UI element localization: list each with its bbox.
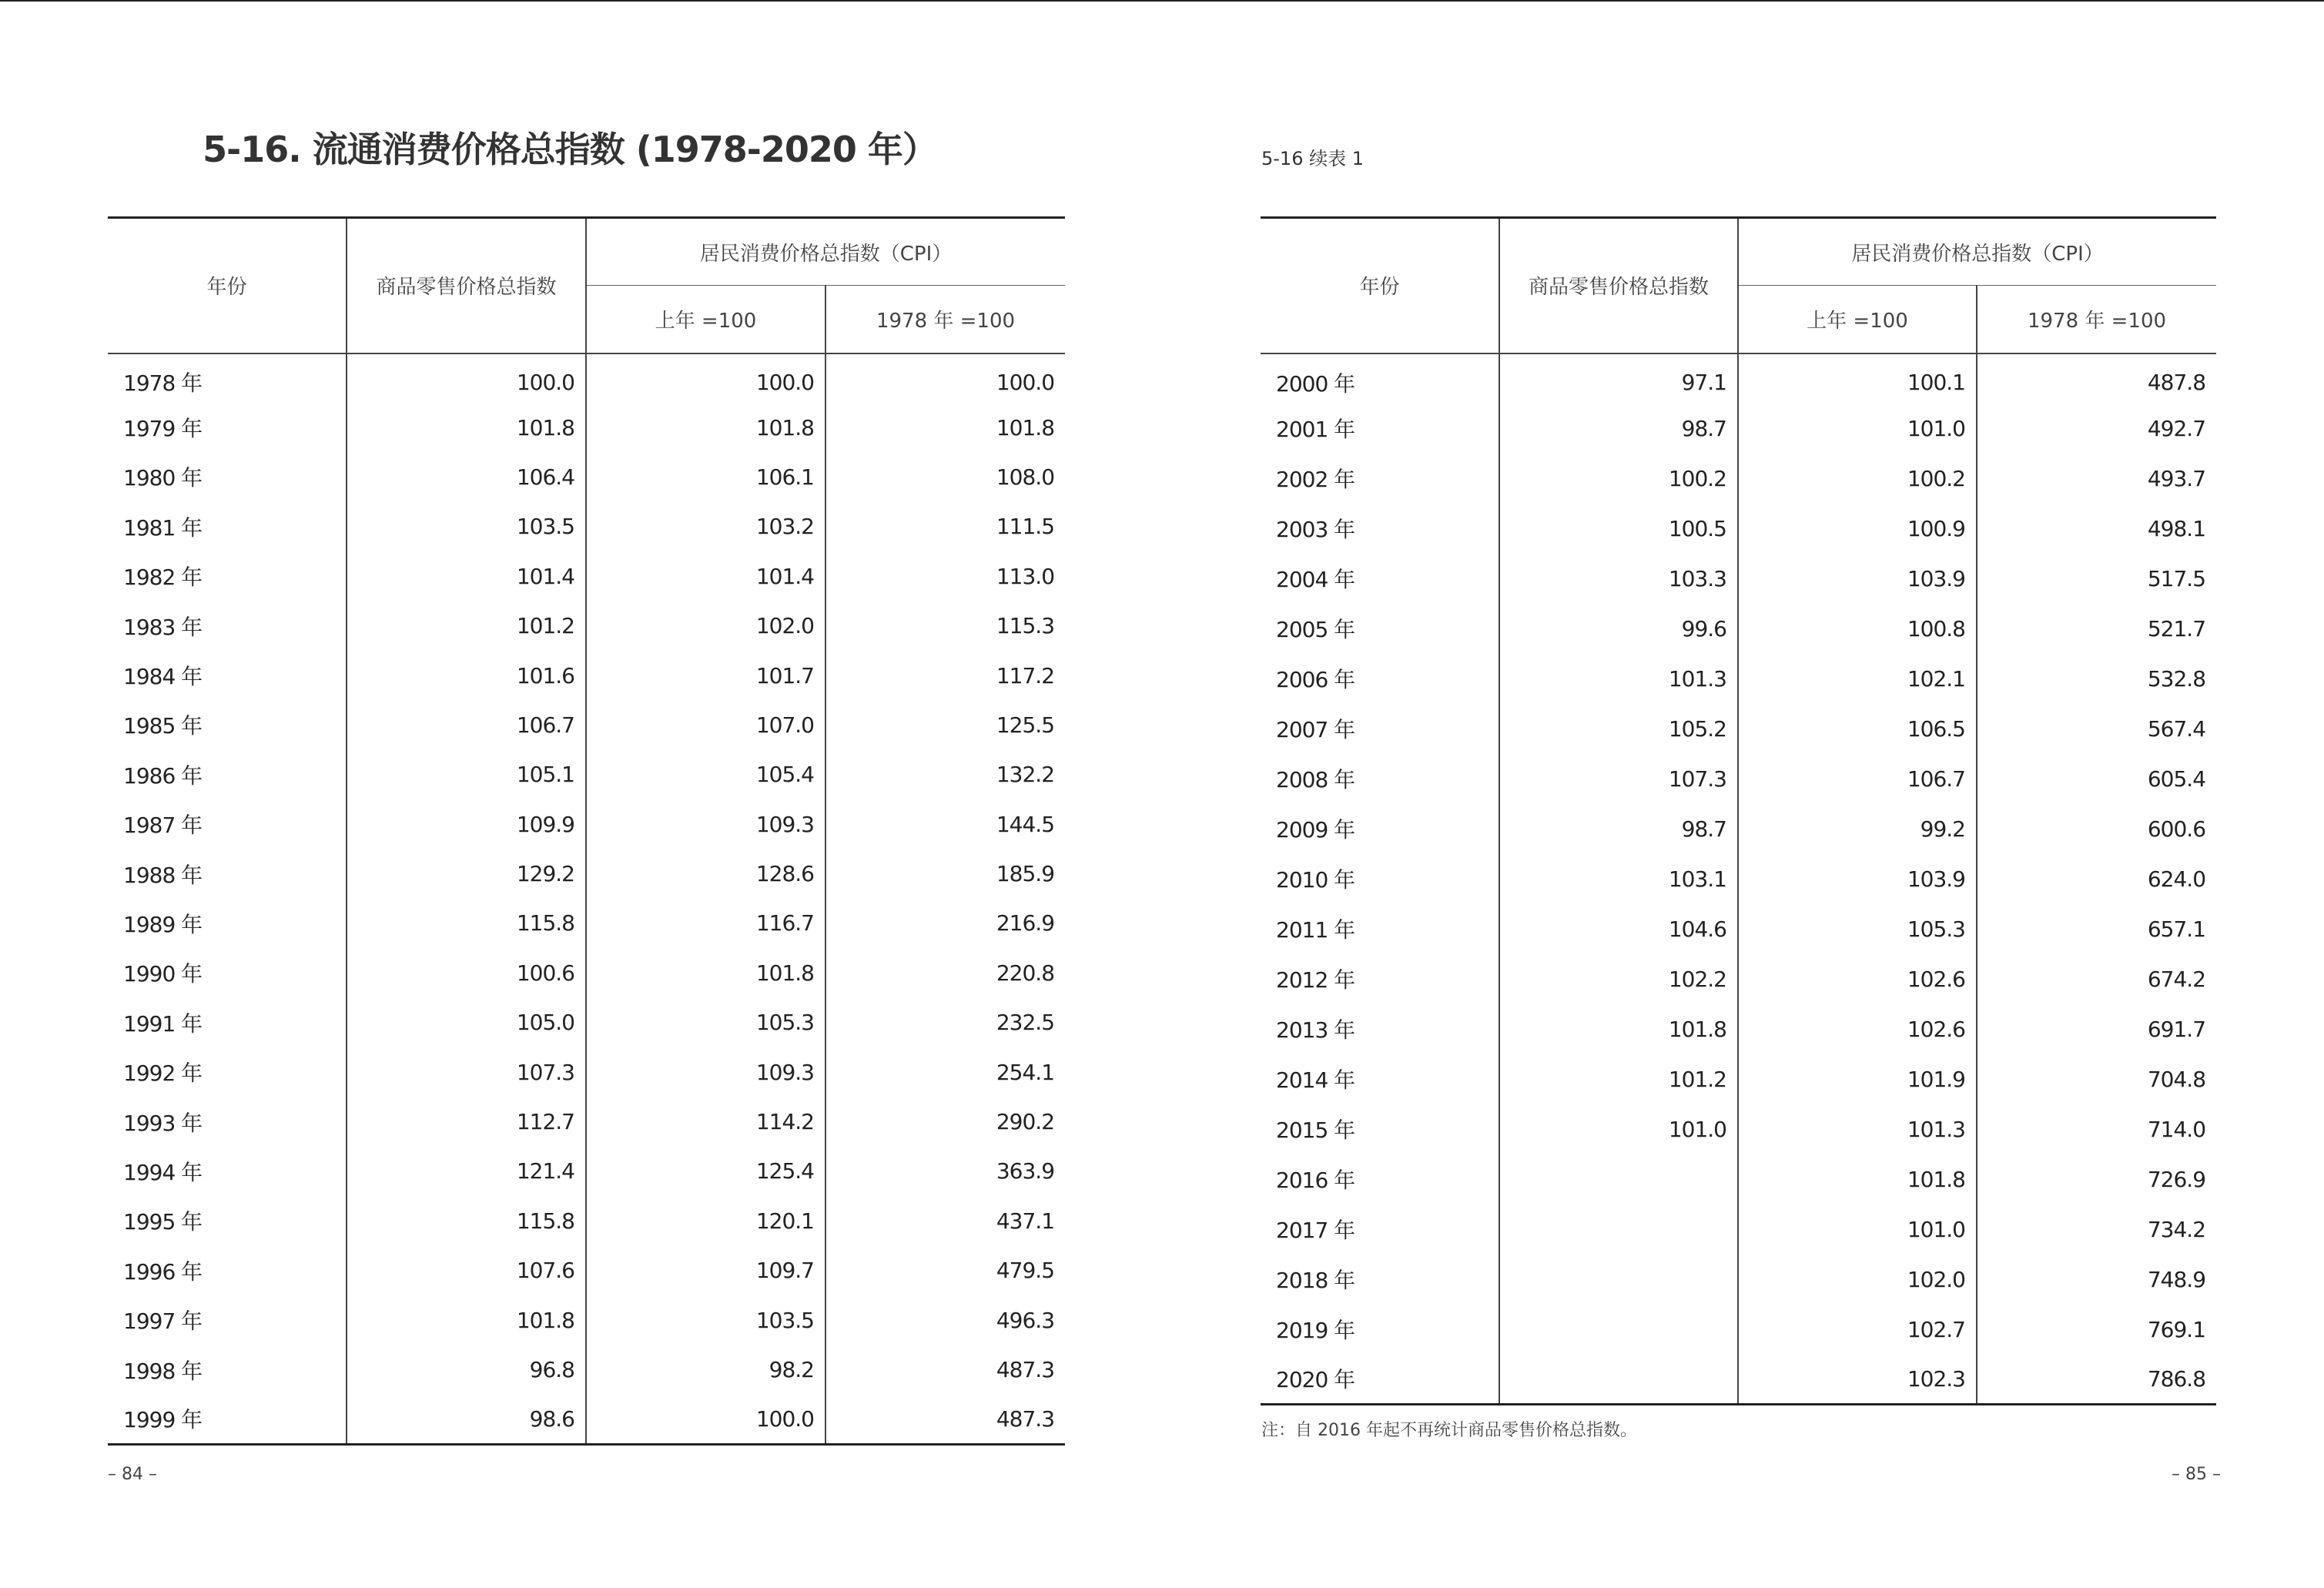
table-row [1261, 1104, 2216, 1154]
table-row [108, 502, 1065, 551]
year-cell: 2006 年 [1276, 667, 1355, 692]
table-row [108, 1295, 1065, 1345]
retail-index-cell: 104.6 [1499, 904, 1738, 954]
cpi-prev-year-cell: 101.3 [1738, 1104, 1977, 1154]
cpi-prev-year-cell: 103.2 [586, 502, 825, 551]
retail-index-cell: 97.1 [1499, 353, 1738, 404]
year-cell: 2018 年 [1276, 1268, 1355, 1293]
table-row [108, 1097, 1065, 1146]
table-row [1261, 604, 2216, 654]
retail-index-cell: 101.6 [347, 651, 586, 700]
cpi-prev-year-cell: 106.5 [1738, 704, 1977, 754]
retail-index-cell: 101.2 [1499, 1054, 1738, 1104]
year-cell: 1988 年 [123, 862, 203, 888]
cpi-prev-year-cell: 101.8 [586, 403, 825, 452]
cpi-base-1978-cell: 674.2 [1977, 954, 2216, 1004]
cpi-base-1978-cell: 185.9 [825, 849, 1065, 898]
retail-index-cell: 100.6 [347, 948, 586, 997]
table-row [108, 948, 1065, 997]
year-cell: 1994 年 [123, 1159, 203, 1185]
cpi-prev-year-cell: 106.1 [586, 452, 825, 501]
table-row [1261, 1054, 2216, 1104]
table-row [108, 403, 1065, 452]
table-row [108, 1246, 1065, 1295]
cpi-base-1978-cell: 437.1 [825, 1196, 1065, 1245]
cpi-base-1978-cell: 487.8 [1977, 353, 2216, 404]
cpi-base-1978-cell: 113.0 [825, 551, 1065, 601]
table-row [108, 601, 1065, 650]
table-row [108, 1345, 1065, 1394]
retail-index-cell: 98.7 [1499, 404, 1738, 454]
table-row [108, 353, 1065, 403]
cpi-prev-year-cell: 100.2 [1738, 454, 1977, 504]
retail-index-cell: 100.5 [1499, 504, 1738, 554]
retail-index-cell [1499, 1255, 1738, 1305]
retail-index-cell: 105.0 [347, 998, 586, 1047]
year-cell: 2013 年 [1276, 1017, 1355, 1043]
retail-index-cell: 106.4 [347, 452, 586, 501]
continuation-label: 5-16 续表 1 [1261, 148, 1364, 169]
year-cell: 1985 年 [123, 713, 203, 739]
cpi-base-1978-cell: 748.9 [1977, 1255, 2216, 1305]
cpi-prev-year-cell: 102.0 [1738, 1255, 1977, 1305]
retail-index-cell: 105.2 [1499, 704, 1738, 754]
page-number-left: – 84 – [108, 1465, 157, 1484]
cpi-base-1978-cell: 704.8 [1977, 1054, 2216, 1104]
cpi-base-1978-cell: 254.1 [825, 1047, 1065, 1097]
table-row [108, 1047, 1065, 1097]
retail-index-cell: 115.8 [347, 899, 586, 948]
header-cpi: 居民消费价格总指数（CPI） [586, 218, 1065, 286]
header-base-1978: 1978 年 =100 [825, 286, 1065, 353]
table-row [1261, 654, 2216, 704]
page-number-right: – 85 – [2172, 1465, 2221, 1484]
retail-index-cell: 98.6 [347, 1395, 586, 1444]
cpi-prev-year-cell: 107.0 [586, 700, 825, 749]
cpi-base-1978-cell: 786.8 [1977, 1355, 2216, 1405]
cpi-prev-year-cell: 109.7 [586, 1246, 825, 1295]
cpi-base-1978-cell: 714.0 [1977, 1104, 2216, 1154]
retail-index-cell: 101.8 [347, 403, 586, 452]
price-index-table-2000-2020 [1261, 216, 2216, 1405]
year-cell: 2008 年 [1276, 767, 1355, 792]
cpi-base-1978-cell: 100.0 [825, 353, 1065, 403]
year-cell: 1997 年 [123, 1308, 203, 1335]
table-row [108, 1147, 1065, 1196]
cpi-prev-year-cell: 102.1 [1738, 654, 1977, 704]
year-cell: 2000 年 [1276, 370, 1355, 397]
cpi-prev-year-cell: 103.9 [1738, 554, 1977, 604]
cpi-base-1978-cell: 532.8 [1977, 654, 2216, 704]
cpi-base-1978-cell: 479.5 [825, 1246, 1065, 1295]
table-row [108, 700, 1065, 749]
year-cell: 1982 年 [123, 565, 203, 591]
table-row [1261, 804, 2216, 854]
year-cell: 2014 年 [1276, 1067, 1355, 1093]
cpi-base-1978-cell: 115.3 [825, 601, 1065, 650]
retail-index-cell [1499, 1154, 1738, 1204]
cpi-base-1978-cell: 363.9 [825, 1147, 1065, 1196]
year-cell: 1992 年 [123, 1060, 203, 1087]
price-index-table-1978-1999 [108, 216, 1065, 1446]
cpi-prev-year-cell: 128.6 [586, 849, 825, 898]
table-row [1261, 754, 2216, 804]
year-cell: 1978 年 [123, 370, 203, 397]
table-row [108, 750, 1065, 799]
header-year: 年份 [1261, 218, 1499, 353]
header-base-1978: 1978 年 =100 [1977, 286, 2216, 353]
year-cell: 1989 年 [123, 911, 203, 937]
year-cell: 1993 年 [123, 1110, 203, 1136]
cpi-prev-year-cell: 120.1 [586, 1196, 825, 1245]
year-cell: 2003 年 [1276, 517, 1355, 542]
cpi-base-1978-cell: 567.4 [1977, 704, 2216, 754]
table-row [1261, 404, 2216, 454]
header-retail-index: 商品零售价格总指数 [1499, 218, 1738, 353]
year-cell: 1979 年 [123, 416, 203, 442]
year-cell: 2010 年 [1276, 867, 1355, 893]
cpi-prev-year-cell: 102.3 [1738, 1355, 1977, 1405]
table-row [1261, 1355, 2216, 1405]
cpi-prev-year-cell: 98.2 [586, 1345, 825, 1394]
cpi-prev-year-cell: 102.6 [1738, 1004, 1977, 1054]
cpi-prev-year-cell: 114.2 [586, 1097, 825, 1146]
cpi-prev-year-cell: 99.2 [1738, 804, 1977, 854]
year-cell: 1999 年 [123, 1407, 203, 1433]
cpi-base-1978-cell: 657.1 [1977, 904, 2216, 954]
table-row [108, 452, 1065, 501]
year-cell: 1996 年 [123, 1258, 203, 1285]
cpi-prev-year-cell: 101.7 [586, 651, 825, 700]
table-row [1261, 854, 2216, 904]
table-row [1261, 504, 2216, 554]
cpi-base-1978-cell: 487.3 [825, 1395, 1065, 1444]
cpi-prev-year-cell: 101.9 [1738, 1054, 1977, 1104]
retail-index-cell [1499, 1355, 1738, 1405]
retail-index-cell: 105.1 [347, 750, 586, 799]
cpi-base-1978-cell: 498.1 [1977, 504, 2216, 554]
cpi-prev-year-cell: 100.8 [1738, 604, 1977, 654]
retail-index-cell: 103.5 [347, 502, 586, 551]
cpi-base-1978-cell: 290.2 [825, 1097, 1065, 1146]
table-row [1261, 1004, 2216, 1054]
year-cell: 2020 年 [1276, 1367, 1355, 1393]
cpi-prev-year-cell: 100.0 [586, 353, 825, 403]
retail-index-cell: 107.3 [347, 1047, 586, 1097]
year-cell: 1995 年 [123, 1209, 203, 1235]
cpi-prev-year-cell: 105.4 [586, 750, 825, 799]
table-row [1261, 1255, 2216, 1305]
table-row [108, 551, 1065, 601]
header-prev-year: 上年 =100 [1738, 286, 1977, 353]
year-cell: 1987 年 [123, 812, 203, 839]
year-cell: 1981 年 [123, 514, 203, 541]
cpi-base-1978-cell: 726.9 [1977, 1154, 2216, 1204]
retail-index-cell: 129.2 [347, 849, 586, 898]
cpi-base-1978-cell: 691.7 [1977, 1004, 2216, 1054]
cpi-prev-year-cell: 101.4 [586, 551, 825, 601]
cpi-prev-year-cell: 102.0 [586, 601, 825, 650]
cpi-base-1978-cell: 517.5 [1977, 554, 2216, 604]
cpi-base-1978-cell: 521.7 [1977, 604, 2216, 654]
cpi-base-1978-cell: 125.5 [825, 700, 1065, 749]
cpi-base-1978-cell: 734.2 [1977, 1204, 2216, 1255]
retail-index-cell: 96.8 [347, 1345, 586, 1394]
retail-index-cell: 101.0 [1499, 1104, 1738, 1154]
retail-index-cell [1499, 1204, 1738, 1255]
retail-index-cell: 106.7 [347, 700, 586, 749]
retail-index-cell: 102.2 [1499, 954, 1738, 1004]
cpi-prev-year-cell: 105.3 [586, 998, 825, 1047]
table-row [108, 998, 1065, 1047]
cpi-prev-year-cell: 106.7 [1738, 754, 1977, 804]
cpi-base-1978-cell: 220.8 [825, 948, 1065, 997]
year-cell: 2005 年 [1276, 617, 1355, 642]
table-body-left [108, 353, 1065, 1445]
retail-index-cell: 101.4 [347, 551, 586, 601]
cpi-prev-year-cell: 103.5 [586, 1295, 825, 1345]
year-cell: 2002 年 [1276, 467, 1355, 492]
cpi-prev-year-cell: 103.9 [1738, 854, 1977, 904]
year-cell: 1983 年 [123, 614, 203, 640]
cpi-base-1978-cell: 624.0 [1977, 854, 2216, 904]
retail-index-cell: 115.8 [347, 1196, 586, 1245]
header-year: 年份 [108, 218, 347, 353]
table-row [108, 799, 1065, 849]
retail-index-cell: 112.7 [347, 1097, 586, 1146]
retail-index-cell: 107.6 [347, 1246, 586, 1295]
year-cell: 2016 年 [1276, 1168, 1355, 1193]
year-cell: 1991 年 [123, 1010, 203, 1037]
cpi-prev-year-cell: 102.7 [1738, 1305, 1977, 1355]
cpi-prev-year-cell: 101.0 [1738, 1204, 1977, 1255]
cpi-base-1978-cell: 111.5 [825, 502, 1065, 551]
retail-index-cell: 100.0 [347, 353, 586, 403]
cpi-prev-year-cell: 101.0 [1738, 404, 1977, 454]
page-title: 5-16. 流通消费价格总指数 (1978-2020 年） [203, 129, 937, 170]
retail-index-cell: 100.2 [1499, 454, 1738, 504]
year-cell: 2011 年 [1276, 917, 1355, 943]
retail-index-cell: 101.8 [347, 1295, 586, 1345]
cpi-base-1978-cell: 232.5 [825, 998, 1065, 1047]
table-row [1261, 1204, 2216, 1255]
year-cell: 2007 年 [1276, 717, 1355, 742]
year-cell: 1990 年 [123, 961, 203, 987]
table-row [1261, 904, 2216, 954]
cpi-base-1978-cell: 496.3 [825, 1295, 1065, 1345]
year-cell: 1980 年 [123, 465, 203, 491]
retail-index-cell: 109.9 [347, 799, 586, 849]
table-row [1261, 454, 2216, 504]
table-row [108, 899, 1065, 948]
cpi-base-1978-cell: 101.8 [825, 403, 1065, 452]
year-cell: 1984 年 [123, 664, 203, 690]
retail-index-cell: 99.6 [1499, 604, 1738, 654]
table-row [108, 849, 1065, 898]
retail-index-cell: 103.3 [1499, 554, 1738, 604]
year-cell: 1998 年 [123, 1358, 203, 1384]
year-cell: 2012 年 [1276, 967, 1355, 993]
table-row [1261, 554, 2216, 604]
year-cell: 2009 年 [1276, 817, 1355, 843]
retail-index-cell [1499, 1305, 1738, 1355]
table-body-right [1261, 353, 2216, 1405]
cpi-prev-year-cell: 101.8 [586, 948, 825, 997]
year-cell: 2019 年 [1276, 1318, 1355, 1343]
table-row [108, 1395, 1065, 1444]
year-cell: 2001 年 [1276, 417, 1355, 442]
cpi-base-1978-cell: 117.2 [825, 651, 1065, 700]
year-cell: 1986 年 [123, 762, 203, 789]
table-row [1261, 1154, 2216, 1204]
table-row [108, 651, 1065, 700]
header-retail-index: 商品零售价格总指数 [347, 218, 586, 353]
year-cell: 2004 年 [1276, 567, 1355, 592]
cpi-prev-year-cell: 109.3 [586, 1047, 825, 1097]
table-row [1261, 704, 2216, 754]
cpi-base-1978-cell: 769.1 [1977, 1305, 2216, 1355]
cpi-base-1978-cell: 216.9 [825, 899, 1065, 948]
retail-index-cell: 98.7 [1499, 804, 1738, 854]
cpi-base-1978-cell: 132.2 [825, 750, 1065, 799]
retail-index-cell: 121.4 [347, 1147, 586, 1196]
table-row [1261, 353, 2216, 404]
cpi-base-1978-cell: 144.5 [825, 799, 1065, 849]
cpi-base-1978-cell: 600.6 [1977, 804, 2216, 854]
cpi-base-1978-cell: 487.3 [825, 1345, 1065, 1394]
retail-index-cell: 107.3 [1499, 754, 1738, 804]
retail-index-cell: 101.3 [1499, 654, 1738, 704]
cpi-base-1978-cell: 493.7 [1977, 454, 2216, 504]
cpi-base-1978-cell: 108.0 [825, 452, 1065, 501]
page-top-rule [0, 0, 2324, 2]
cpi-prev-year-cell: 101.8 [1738, 1154, 1977, 1204]
table-row [1261, 1305, 2216, 1355]
footnote: 注：自 2016 年起不再统计商品零售价格总指数。 [1261, 1421, 1637, 1440]
retail-index-cell: 103.1 [1499, 854, 1738, 904]
table-row [108, 1196, 1065, 1245]
cpi-prev-year-cell: 109.3 [586, 799, 825, 849]
cpi-prev-year-cell: 100.1 [1738, 353, 1977, 404]
cpi-prev-year-cell: 125.4 [586, 1147, 825, 1196]
retail-index-cell: 101.2 [347, 601, 586, 650]
retail-index-cell: 101.8 [1499, 1004, 1738, 1054]
cpi-prev-year-cell: 100.0 [586, 1395, 825, 1444]
cpi-prev-year-cell: 116.7 [586, 899, 825, 948]
table-row [1261, 954, 2216, 1004]
year-cell: 2017 年 [1276, 1218, 1355, 1243]
cpi-prev-year-cell: 102.6 [1738, 954, 1977, 1004]
cpi-base-1978-cell: 605.4 [1977, 754, 2216, 804]
header-cpi: 居民消费价格总指数（CPI） [1738, 218, 2216, 286]
cpi-prev-year-cell: 100.9 [1738, 504, 1977, 554]
cpi-prev-year-cell: 105.3 [1738, 904, 1977, 954]
cpi-base-1978-cell: 492.7 [1977, 404, 2216, 454]
header-prev-year: 上年 =100 [586, 286, 825, 353]
year-cell: 2015 年 [1276, 1117, 1355, 1143]
